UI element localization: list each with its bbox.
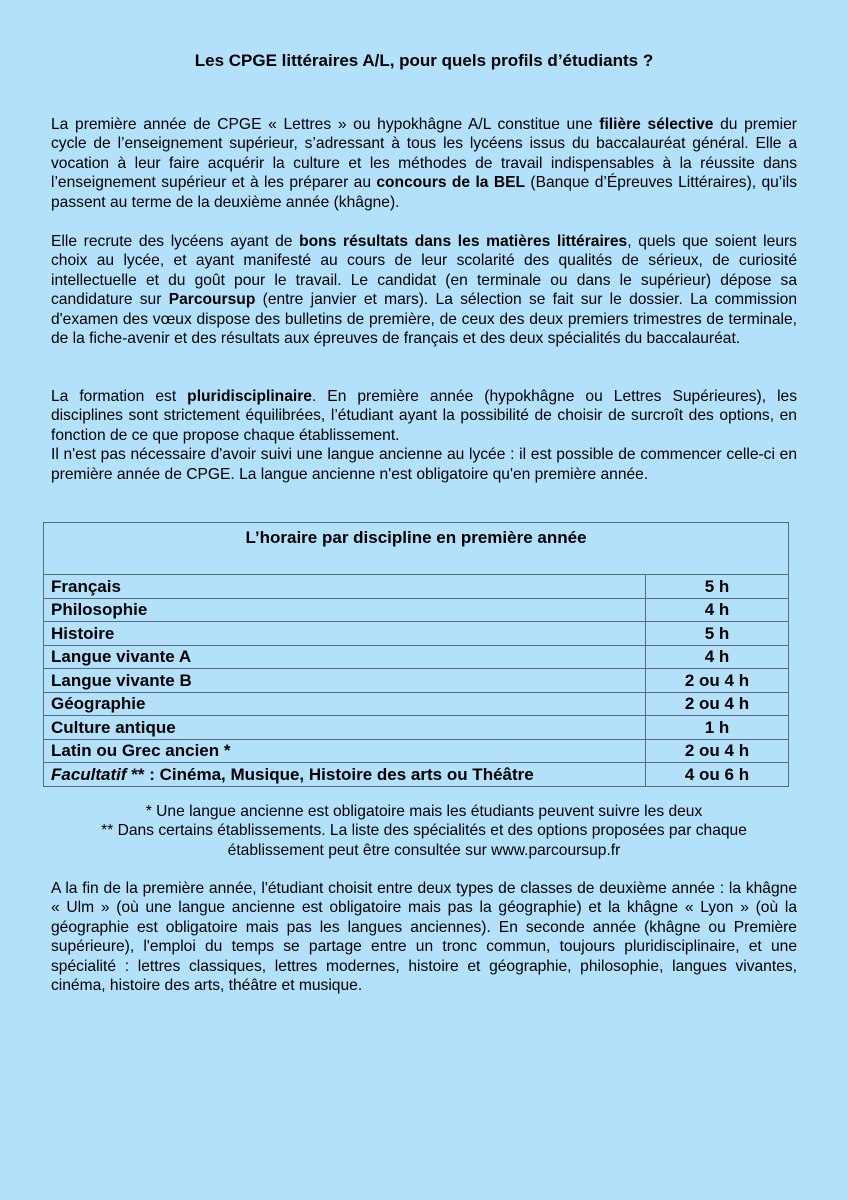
- ancient-language-text: Il n'est pas nécessaire d'avoir suivi une langue ancienne au lycée : il est possible de commencer celle-ci en première année de CPGE. La langue ancienne n'est obligatoire qu'en première année.: [51, 446, 797, 483]
- note-establishments: ** Dans certains établissements. La liste des spécialités et des options proposées par chaque: [101, 822, 747, 840]
- table-row: [44, 739, 789, 763]
- training-text: La formation est pluridisciplinaire. En première année (hypokhâgne ou Lettres Supérieures), les disciplines sont strictement équilibrées, l’étudiant ayant la possibilité de choisir de surcroît des options, en fonction de ce que propose chaque établissement.: [51, 388, 798, 444]
- recruitment-paragraph: Elle recrute des lycéens ayant de bons résultats dans les matières littéraires, quels que soient leurs choix au lycée, et ayant manifesté au cours de leur scolarité des qualités de sérieux, de curiosité intellectuelle et du goût pour le travail. Le candidat (en terminale ou dans le supérieur) dépose sa candidature sur Parcoursup (entre janvier et mars). La sélection se fait sur le dossier. La commission d'examen des vœux dispose des bulletins de première, de ceux des deux premiers trimestres de terminale, de la fiche-avenir et des résultats aux épreuves de français et des deux spécialités du baccalauréat.: [51, 233, 797, 348]
- second-year-paragraph: A la fin de la première année, l'étudiant choisit entre deux types de classes de deuxième année : la khâgne « Ulm » (où une langue ancienne est obligatoire mais pas la géographie) et la khâgne « Lyon » (où la géographie est obligatoire mais pas les langues anciennes). En seconde année (khâgne ou Première supérieure), l'emploi du temps se partage entre un tronc commun, toujours pluridisciplinaire, et une spécialité : lettres classiques, lettres modernes, histoire et géographie, philosophie, langues vivantes, cinéma, histoire des arts, théâtre et musique.: [51, 880, 797, 995]
- discipline-cell: Philosophie: [44, 598, 646, 622]
- table-row: [44, 575, 789, 599]
- hours-cell: 2 ou 4 h: [646, 692, 789, 716]
- hours-cell: 4 ou 6 h: [646, 763, 789, 787]
- table-notes: [51, 802, 797, 860]
- table-row: [44, 598, 789, 622]
- hours-cell: 5 h: [646, 622, 789, 646]
- bold-good-results: bons résultats dans les matières littéraires: [299, 233, 628, 250]
- discipline-cell: Français: [44, 575, 646, 599]
- note-ancient-language: * Une langue ancienne est obligatoire mais les étudiants peuvent suivre les deux: [145, 803, 703, 820]
- discipline-cell: Culture antique: [44, 716, 646, 740]
- table-body: [44, 575, 789, 787]
- bold-selective-track: filière sélective: [599, 116, 714, 133]
- discipline-cell: Géographie: [44, 692, 646, 716]
- discipline-cell: Histoire: [44, 622, 646, 646]
- table-row: [44, 622, 789, 646]
- hours-cell: 5 h: [646, 575, 789, 599]
- training-paragraph: [51, 387, 797, 484]
- table-row: [44, 645, 789, 669]
- discipline-cell: Latin ou Grec ancien *: [44, 739, 646, 763]
- table-row-optional: [44, 763, 789, 787]
- hours-cell: 2 ou 4 h: [646, 739, 789, 763]
- note-parcoursup: établissement peut être consultée sur www.parcoursup.fr: [227, 841, 621, 859]
- table-header-row: [44, 523, 789, 575]
- discipline-cell: [44, 763, 646, 787]
- hours-cell: 4 h: [646, 598, 789, 622]
- bold-parcoursup: Parcoursup: [168, 291, 256, 309]
- hours-table: [43, 522, 789, 787]
- bold-pluridisciplinary: pluridisciplinaire: [187, 388, 312, 405]
- table-header: L’horaire par discipline en première année: [44, 523, 789, 575]
- hours-cell: 1 h: [646, 716, 789, 740]
- optional-label: Facultatif: [51, 764, 127, 784]
- bold-bel-contest: concours de la BEL: [376, 174, 526, 192]
- intro-paragraph: La première année de CPGE « Lettres » ou hypokhâgne A/L constitue une filière sélective du premier cycle de l’enseignement supérieur, s’adressant à tous les lycéens issus du baccalauréat général. Elle a vocation à leur faire acquérir la culture et les méthodes de travail indispensables à la réussite dans l’enseignement supérieur et à les préparer au concours de la BEL (Banque d’Épreuves Littéraires), qu’ils passent au terme de la deuxième année (khâgne).: [51, 116, 797, 211]
- page-title: Les CPGE littéraires A/L, pour quels profils d’étudiants ?: [194, 51, 654, 70]
- hours-cell: 4 h: [646, 645, 789, 669]
- discipline-cell: Langue vivante B: [44, 669, 646, 693]
- table-row: [44, 716, 789, 740]
- discipline-cell: Langue vivante A: [44, 645, 646, 669]
- table-row: [44, 692, 789, 716]
- table-row: [44, 669, 789, 693]
- hours-cell: 2 ou 4 h: [646, 669, 789, 693]
- optional-options: ** : Cinéma, Musique, Histoire des arts ou Théâtre: [126, 764, 534, 784]
